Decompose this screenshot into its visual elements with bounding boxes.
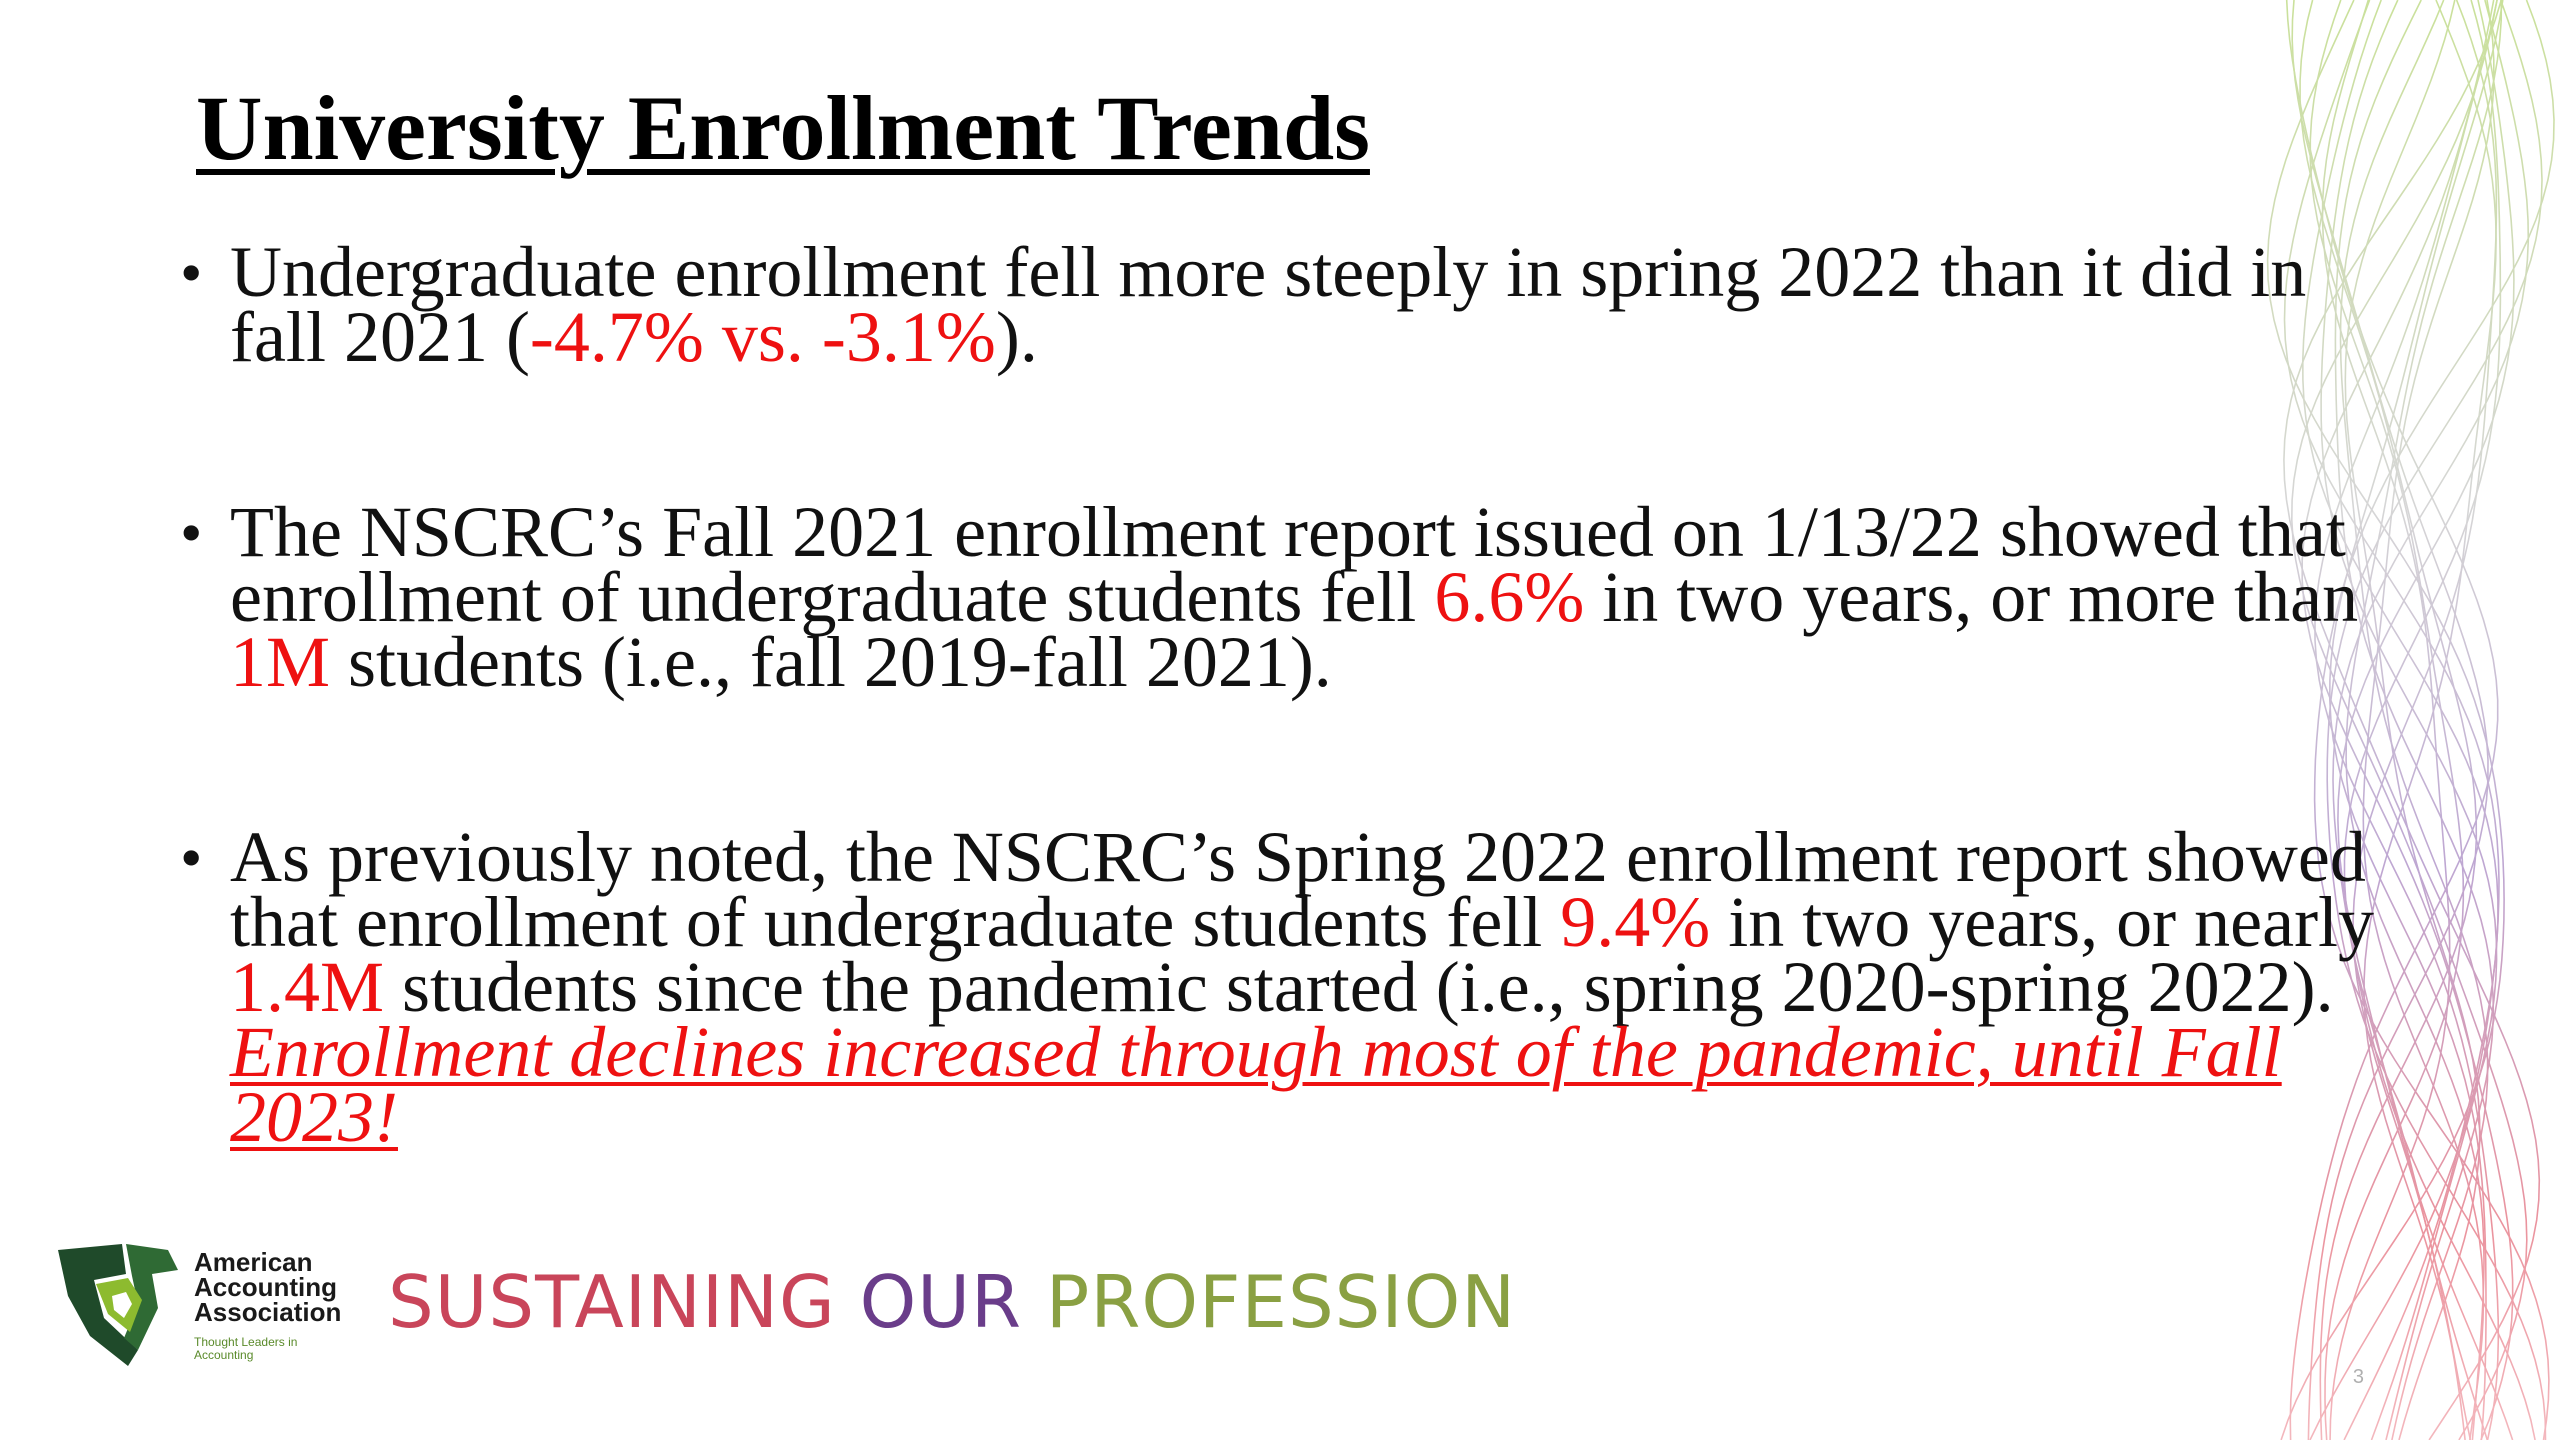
slogan-word: OUR bbox=[859, 1260, 1046, 1344]
bullet-segment: As previously noted, the NSCRC’s Spring 2022 enrollment report showed that enrollment of undergraduate students fell bbox=[230, 817, 2366, 962]
org-name-line: Association bbox=[194, 1297, 342, 1327]
bullet-segment: students (i.e., fall 2019-fall 2021). bbox=[330, 622, 1332, 702]
highlight-figure: 9.4% bbox=[1560, 882, 1711, 962]
bullet-dot-icon: • bbox=[180, 822, 203, 893]
highlight-figure: -4.7% vs. -3.1% bbox=[529, 297, 996, 377]
bullet-text bbox=[230, 232, 2306, 377]
bullet-segment: students since the pandemic started (i.e., spring 2020-spring 2022). bbox=[384, 947, 2334, 1027]
highlight-figure: 1M bbox=[230, 622, 331, 702]
highlight-figure: 6.6% bbox=[1434, 557, 1585, 637]
bullet-segment: in two years, or more than bbox=[1584, 557, 2359, 637]
bullet-segment: ). bbox=[995, 297, 1038, 377]
bullet-segment: The NSCRC’s Fall 2021 enrollment report issued on 1/13/22 showed that enrollment of undergraduate students fell bbox=[230, 492, 2346, 637]
bullet-text bbox=[230, 492, 2358, 702]
slogan-word: PROFESSION bbox=[1045, 1260, 1517, 1344]
bullet-list bbox=[180, 232, 2380, 1280]
page-number: 3 bbox=[2352, 1366, 2364, 1388]
bullet-segment: Undergraduate enrollment fell more steeply in spring 2022 than it did in fall 2021 ( bbox=[230, 232, 2307, 377]
bullet-item-3 bbox=[180, 817, 2380, 1157]
bullet-segment: in two years, or nearly bbox=[1710, 882, 2375, 962]
org-name bbox=[194, 1247, 394, 1327]
org-tagline: Thought Leaders in Accounting bbox=[194, 1335, 298, 1362]
org-name-line: Accounting bbox=[194, 1272, 337, 1302]
bullet-dot-icon: • bbox=[180, 237, 203, 308]
bullet-item-2 bbox=[180, 492, 2380, 702]
bullet-item-1 bbox=[180, 232, 2380, 377]
slide-title: University Enrollment Trends bbox=[196, 77, 1370, 179]
slogan-word: SUSTAINING bbox=[388, 1260, 860, 1344]
org-name-line: American bbox=[194, 1247, 313, 1277]
bullet-text bbox=[230, 817, 2374, 1157]
emphasis-statement: Enrollment declines increased through most of the pandemic, until Fall 2023! bbox=[230, 1012, 2282, 1157]
highlight-figure: 1.4M bbox=[230, 947, 385, 1027]
slogan bbox=[388, 1262, 1516, 1342]
bullet-dot-icon: • bbox=[180, 497, 203, 568]
